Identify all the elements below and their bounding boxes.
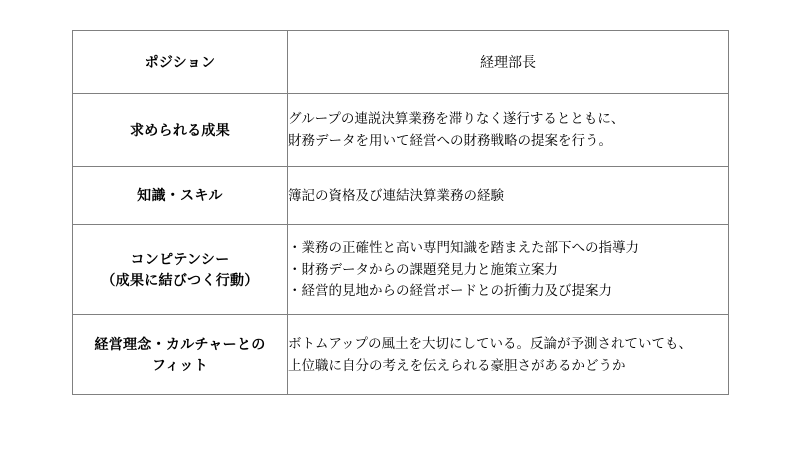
row-label-competency [73,225,288,315]
value-line: 簿記の資格及び連結決算業務の経験 [288,187,504,203]
row-value-skill [288,166,729,225]
row-label-text: ポジション [144,54,216,71]
value-line: ・業務の正確性と高い専門知識を踏まえた部下への指導力 [288,240,639,256]
value-line: 上位職に自分の考えを伝えられる豪胆さがあるかどうか [288,357,626,373]
job-spec-table [72,30,729,395]
row-label-skill [73,166,288,225]
value-line: ・経営的見地からの経営ボードとの折衝力及び提案力 [288,283,612,299]
row-label-outcome [73,94,288,166]
value-line: ・財務データからの課題発見力と施策立案力 [288,261,558,277]
row-value-fit [288,314,729,394]
row-value-outcome [288,94,729,166]
value-line: 経理部長 [480,54,536,70]
table-row [73,166,729,225]
value-line: グループの連説決算業務を滞りなく遂行するとともに、 [288,111,625,127]
value-line: 財務データを用いて経営への財務戦略の提案を行う。 [288,132,612,148]
row-label-text: 求められる成果 [129,121,231,138]
table-row [73,31,729,94]
row-label-text: コンピテンシー [130,251,230,268]
row-label-text-line2: （成果に結びつく行動） [101,271,259,288]
row-value-position [288,31,729,94]
table-row [73,314,729,394]
value-line: ボトムアップの風土を大切にしている。反論が予測されていても、 [288,335,693,351]
row-label-text: 経営理念・カルチャーとの [94,336,266,353]
table-row [73,94,729,166]
table-row [73,225,729,315]
row-label-text: 知識・スキル [137,187,223,204]
row-value-competency [288,225,729,315]
row-label-fit [73,314,288,394]
row-label-position [73,31,288,94]
row-label-text-line2: フィット [151,356,209,373]
